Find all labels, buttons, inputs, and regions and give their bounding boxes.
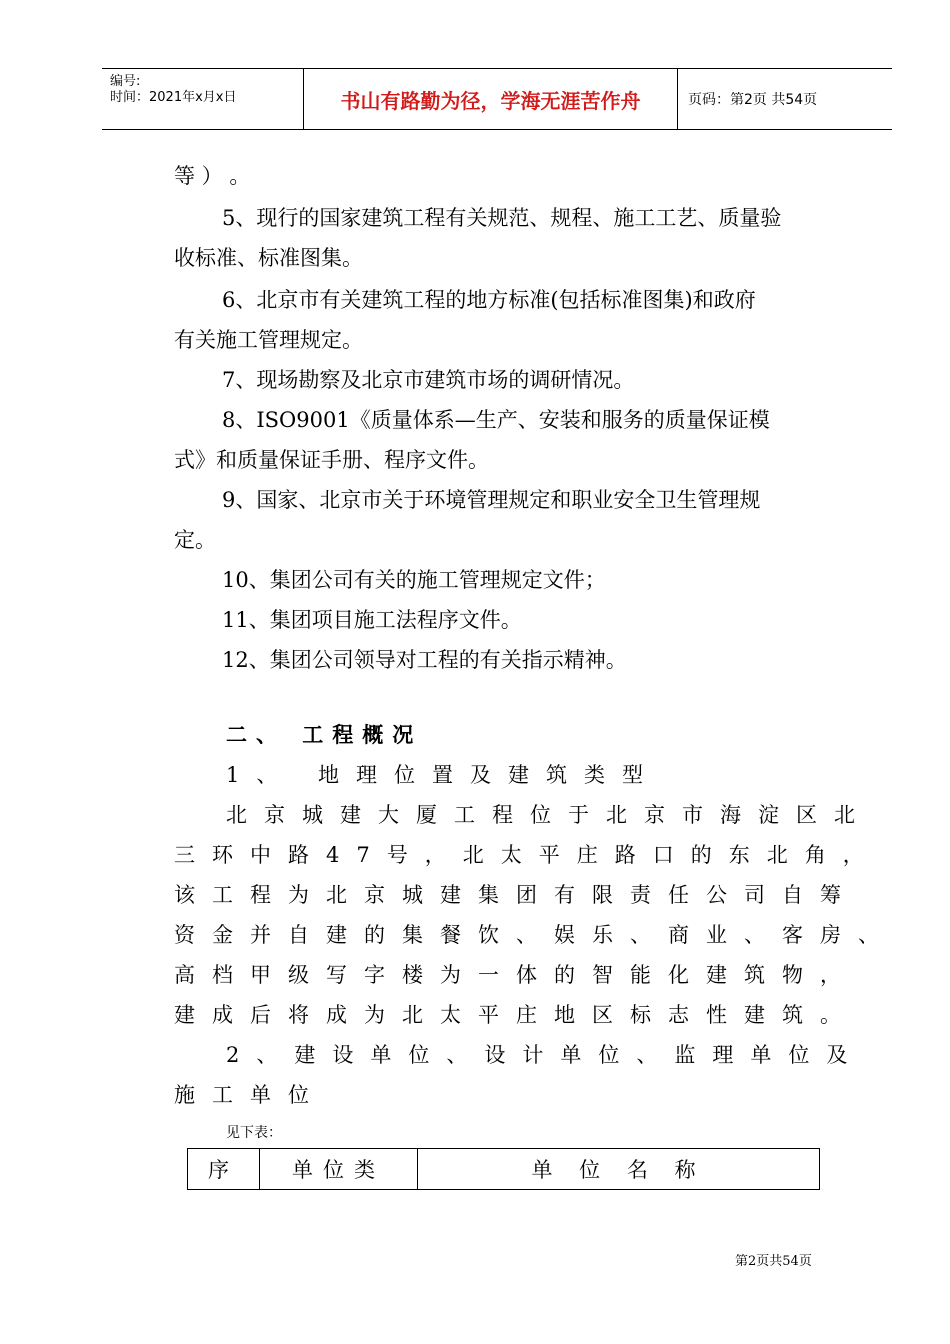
body-line: 收标准、标准图集。	[174, 246, 363, 270]
body-line: 5、现行的国家建筑工程有关规范、规程、施工工艺、质量验	[222, 206, 782, 230]
subsection-heading: 1、 地理位置及建筑类型	[226, 763, 661, 787]
document-number-label: 编号:	[110, 74, 141, 89]
paragraph-line: 北京城建大厦工程位于北京市海淀区北	[226, 803, 872, 827]
body-line: 等 ） 。	[174, 164, 251, 188]
body-line: 9、国家、北京市关于环境管理规定和职业安全卫生管理规	[222, 488, 761, 512]
body-line: 8、ISO9001《质量体系—生产、安装和服务的质量保证模	[222, 408, 770, 432]
paragraph-line: 建成后将成为北太平庄地区标志性建筑。	[174, 1003, 858, 1027]
paragraph-line: 高档甲级写字楼为一体的智能化建筑物，	[174, 963, 858, 987]
body-line: 有关施工管理规定。	[174, 328, 363, 352]
paragraph-line: 资金并自建的集餐饮、娱乐、商业、客房、	[174, 923, 896, 947]
table-header-cell: 序	[188, 1149, 260, 1190]
page-footer: 第2页共54页	[735, 1254, 812, 1269]
units-table	[187, 1148, 820, 1190]
header-info	[102, 69, 304, 129]
body-line: 6、北京市有关建筑工程的地方标准(包括标准图集)和政府	[222, 288, 756, 312]
subsection-heading: 2、建设单位、设计单位、监理单位及	[226, 1043, 865, 1067]
header-motto: 书山有路勤为径，学海无涯苦作舟	[304, 69, 678, 129]
body-line: 定。	[174, 528, 216, 552]
paragraph-line: 三环中路47号，北太平庄路口的东北角，	[174, 843, 881, 867]
header-page-number: 页码：第2页 共54页	[688, 92, 818, 108]
table-header-cell: 单 位 名 称	[418, 1149, 820, 1190]
subsection-heading-continued: 施工单位	[174, 1083, 326, 1107]
document-time-label: 时间：2021年x月x日	[110, 90, 237, 105]
page-header	[102, 68, 892, 130]
paragraph-line: 该工程为北京城建集团有限责任公司自筹	[174, 883, 858, 907]
body-line: 11、集团项目施工法程序文件。	[222, 608, 522, 632]
body-line: 式》和质量保证手册、程序文件。	[174, 448, 489, 472]
body-line: 7、现场勘察及北京市建筑市场的调研情况。	[222, 368, 635, 392]
table-caption: 见下表：	[226, 1125, 282, 1141]
section-heading: 二、 工程概况	[226, 722, 423, 747]
body-line: 10、集团公司有关的施工管理规定文件；	[222, 568, 606, 592]
body-line: 12、集团公司领导对工程的有关指示精神。	[222, 648, 627, 672]
table-header-row	[188, 1149, 820, 1190]
table-header-cell: 单位类	[260, 1149, 418, 1190]
